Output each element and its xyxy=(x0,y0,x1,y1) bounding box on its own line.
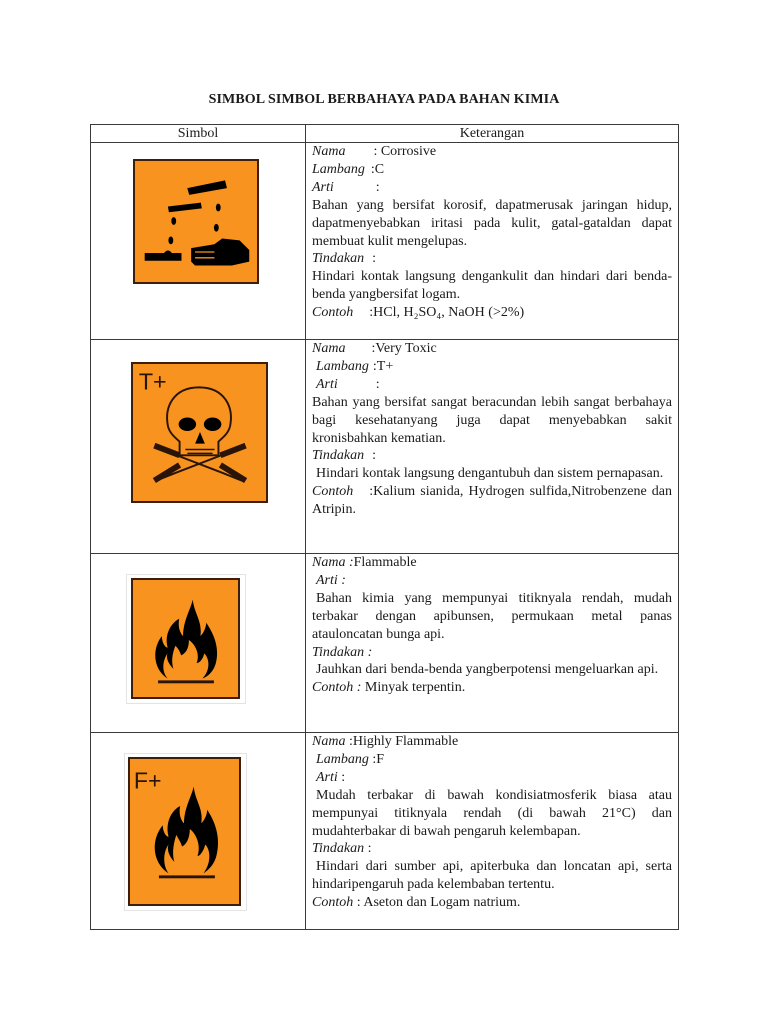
contoh-value: :Kalium sianida, Hydrogen sulfida,Nitrobenzene dan Atripin. xyxy=(312,484,672,518)
header-simbol: Simbol xyxy=(91,125,306,143)
table-row xyxy=(91,733,679,930)
arti-text: Bahan yang bersifat korosif, dapatmerusak jaringan hidup, dapatmenyebabkan iritasi pada kulit, gatal-gataldan dapat membuat kulit mengelupas. xyxy=(312,197,672,249)
tindakan-value: : xyxy=(372,448,377,464)
tindakan-text: Hindari kontak langsung dengantubuh dan sistem pernapasan. xyxy=(316,466,664,482)
lambang-value: :F xyxy=(368,751,385,767)
contoh-value: :HCl, H₂SO₄, NaOH (>2%) xyxy=(369,305,525,321)
arti-text: Bahan kimia yang mempunyai titiknyala rendah, mudah terbakar dengan apibunsen, permukaan metal panas atauloncatan bunga api. xyxy=(312,590,672,642)
highly-flammable-flame-icon xyxy=(128,757,241,906)
table-row xyxy=(91,554,679,733)
tindakan-text: Jauhkan dari benda-benda yangberpotensi mengeluarkan api. xyxy=(316,662,659,678)
nama-value: Flammable xyxy=(353,555,417,570)
arti-text: Mudah terbakar di bawah kondisiatmosferik biasa atau mempunyai titiknyala rendah (di bawah 21°C) dan mudahterbakar di bawah pengaruh kelembapan. xyxy=(312,787,672,839)
nama-label: Nama xyxy=(312,341,346,356)
contoh-label: Contoh : xyxy=(312,680,362,696)
contoh-value: Minyak terpentin. xyxy=(361,680,466,696)
nama-label: Nama xyxy=(312,734,346,749)
symbol-cell xyxy=(91,340,306,554)
symbol-cell xyxy=(91,554,306,733)
arti-label: Arti xyxy=(312,179,334,195)
nama-value: :Very Toxic xyxy=(371,341,437,356)
description-cell xyxy=(306,554,679,733)
nama-value: : Corrosive xyxy=(373,144,437,159)
symbol-cell xyxy=(91,733,306,930)
tindakan-label: Tindakan xyxy=(312,251,365,267)
symbol-code-label: F+ xyxy=(133,767,162,794)
nama-label: Nama : xyxy=(312,555,354,570)
arti-label: Arti xyxy=(316,376,338,392)
lambang-value: :C xyxy=(370,161,385,177)
contoh-label: Contoh xyxy=(312,484,354,500)
very-toxic-skull-icon xyxy=(131,362,268,503)
tindakan-text: Hindari kontak langsung dengankulit dan hindari dari benda-benda yangbersifat logam. xyxy=(312,269,672,303)
lambang-label: Lambang xyxy=(312,161,365,177)
tindakan-label: Tindakan xyxy=(312,448,365,464)
contoh-value: : Aseton dan Logam natrium. xyxy=(353,895,521,911)
table-header-row xyxy=(91,125,679,143)
arti-value: : xyxy=(375,179,380,195)
arti-value: : xyxy=(375,376,380,392)
nama-label: Nama xyxy=(312,144,346,159)
symbol-cell xyxy=(91,143,306,340)
table-row xyxy=(91,340,679,554)
lambang-label: Lambang xyxy=(316,751,369,767)
tindakan-label: Tindakan xyxy=(312,841,365,857)
symbol-code-label: T+ xyxy=(138,368,167,395)
tindakan-value: : xyxy=(372,251,377,267)
flammable-flame-icon xyxy=(131,578,240,699)
tindakan-text: Hindari dari sumber api, apiterbuka dan loncatan api, serta hindaripengaruh pada kelembaban tertentu. xyxy=(312,859,672,893)
arti-text: Bahan yang bersifat sangat beracundan lebih sangat berbahaya bagi kesehatanyang juga dapat menyebabkan sakit kronisbahkan kematian. xyxy=(312,394,672,446)
description-cell xyxy=(306,733,679,930)
contoh-label: Contoh xyxy=(312,895,354,911)
contoh-label: Contoh xyxy=(312,305,354,321)
header-keterangan: Keterangan xyxy=(306,125,679,143)
description-cell xyxy=(306,143,679,340)
nama-value: :Highly Flammable xyxy=(345,734,459,749)
arti-value: : xyxy=(337,769,346,785)
document-title: SIMBOL SIMBOL BERBAHAYA PADA BAHAN KIMIA xyxy=(208,92,560,107)
corrosive-icon xyxy=(133,159,259,284)
tindakan-value: : xyxy=(364,841,372,857)
hazard-symbols-table xyxy=(90,124,679,930)
table-row xyxy=(91,143,679,340)
lambang-value: :T+ xyxy=(372,358,394,374)
arti-label: Arti xyxy=(316,769,338,785)
tindakan-label: Tindakan : xyxy=(312,644,373,660)
description-cell xyxy=(306,340,679,554)
arti-label: Arti : xyxy=(316,572,346,588)
lambang-label: Lambang xyxy=(316,358,369,374)
